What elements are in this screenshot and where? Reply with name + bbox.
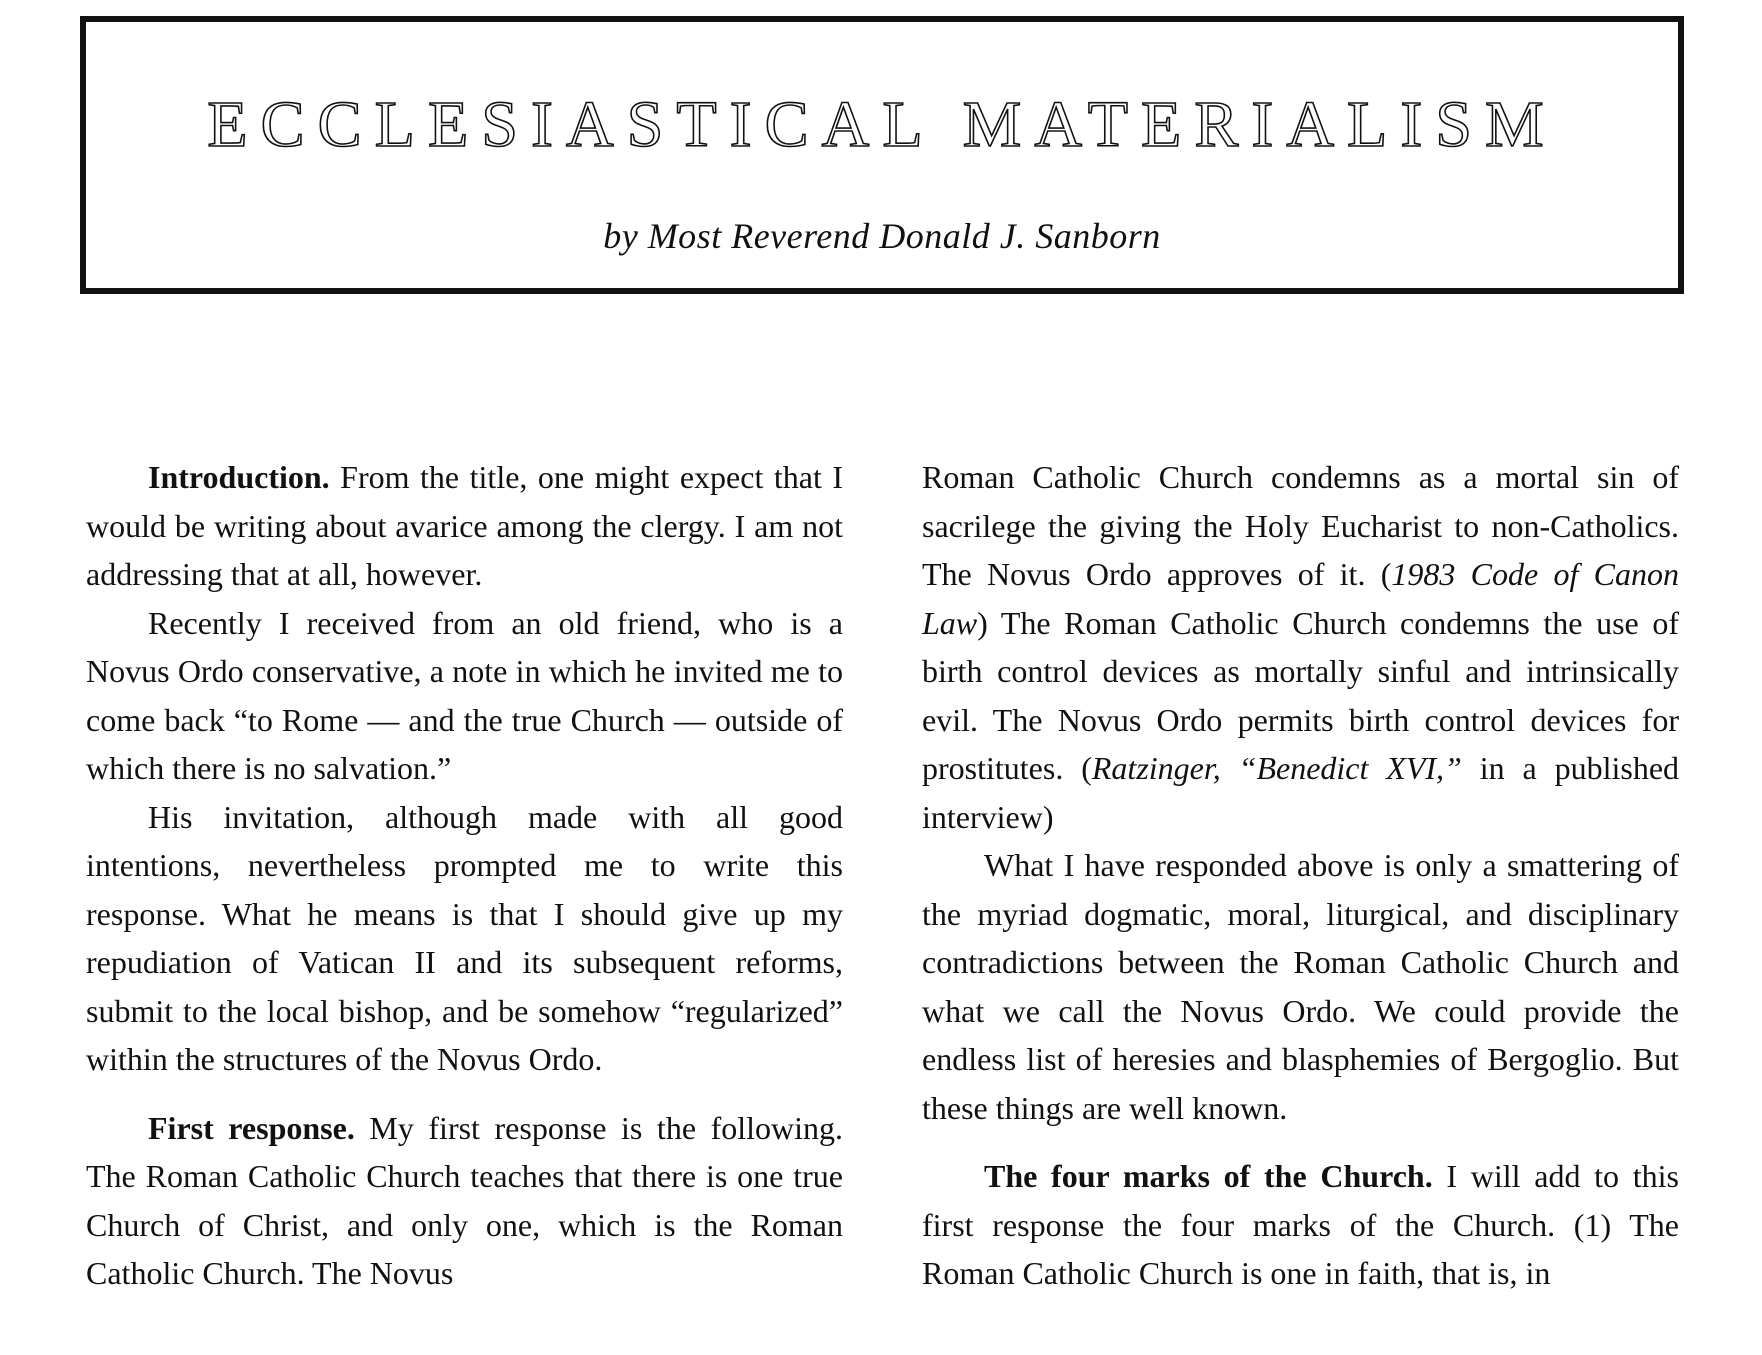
article-title: ECCLESIASTICAL MATERIALISM [207,88,1557,161]
four-marks-heading: The four marks of the Church. [984,1158,1433,1194]
citation-ratzinger: Ratzinger, “Benedict XVI,” [1091,750,1462,786]
paragraph-friend-note: Recently I received from an old friend, who is a Novus Ordo conservative, a note in which he invited me to come back “to Rome — and the true Church — outside of which there is no salvation.” [86,604,843,786]
continuation-text-a: Roman Catholic Church condemns as a mortal sin of sacrilege the giving the Holy Eucharist to non-Catholics. The Novus Ordo approves of it. ( [922,459,1679,592]
left-column [86,453,843,1298]
introduction-heading: Introduction. [148,459,330,495]
paragraph-smattering: What I have responded above is only a smattering of the myriad dogmatic, moral, liturgical, and disciplinary contradictions between the Roman Catholic Church and what we call the Novus Ordo. We could provide the endless list of heresies and blasphemies of Bergoglio. But these things are well known. [922,847,1679,1126]
right-column [922,453,1679,1298]
introduction-text: From the title, one might expect that I would be writing about avarice among the clergy. I am not addressing that at all, however. [86,459,843,592]
first-response-heading: First response. [148,1109,355,1146]
author-byline: by Most Reverend Donald J. Sanborn [603,216,1161,256]
four-marks-text: I will add to this first response the four marks of the Church. (1) The Roman Catholic Church is one in faith, that is, in [922,1158,1680,1291]
continuation-text-b: ) The Roman Catholic Church condemns the use of birth control devices as mortally sinful and intrinsically evil. The Novus Ordo permits birth control devices for prostitutes. ( [922,604,1679,786]
first-response-text: My first response is the following. The Roman Catholic Church teaches that there is one true Church of Christ, and only one, which is the Roman Catholic Church. The Novus [86,1109,844,1291]
title-box [80,16,1684,294]
paragraph-continuation [922,453,1679,841]
paragraph-invitation: His invitation, although made with all good intentions, nevertheless prompted me to write this response. What he means is that I should give up my repudiation of Vatican II and its subsequent reforms, submit to the local bishop, and be somehow “regularized” within the structures of the Novus Ordo. [86,798,843,1077]
continuation-text-c: in a published interview) [922,750,1680,835]
citation-canon-law: 1983 Code of Canon Law [922,556,1679,641]
paragraph-introduction [86,453,843,599]
paragraph-four-marks [922,1152,1679,1298]
paragraph-first-response [86,1104,843,1298]
